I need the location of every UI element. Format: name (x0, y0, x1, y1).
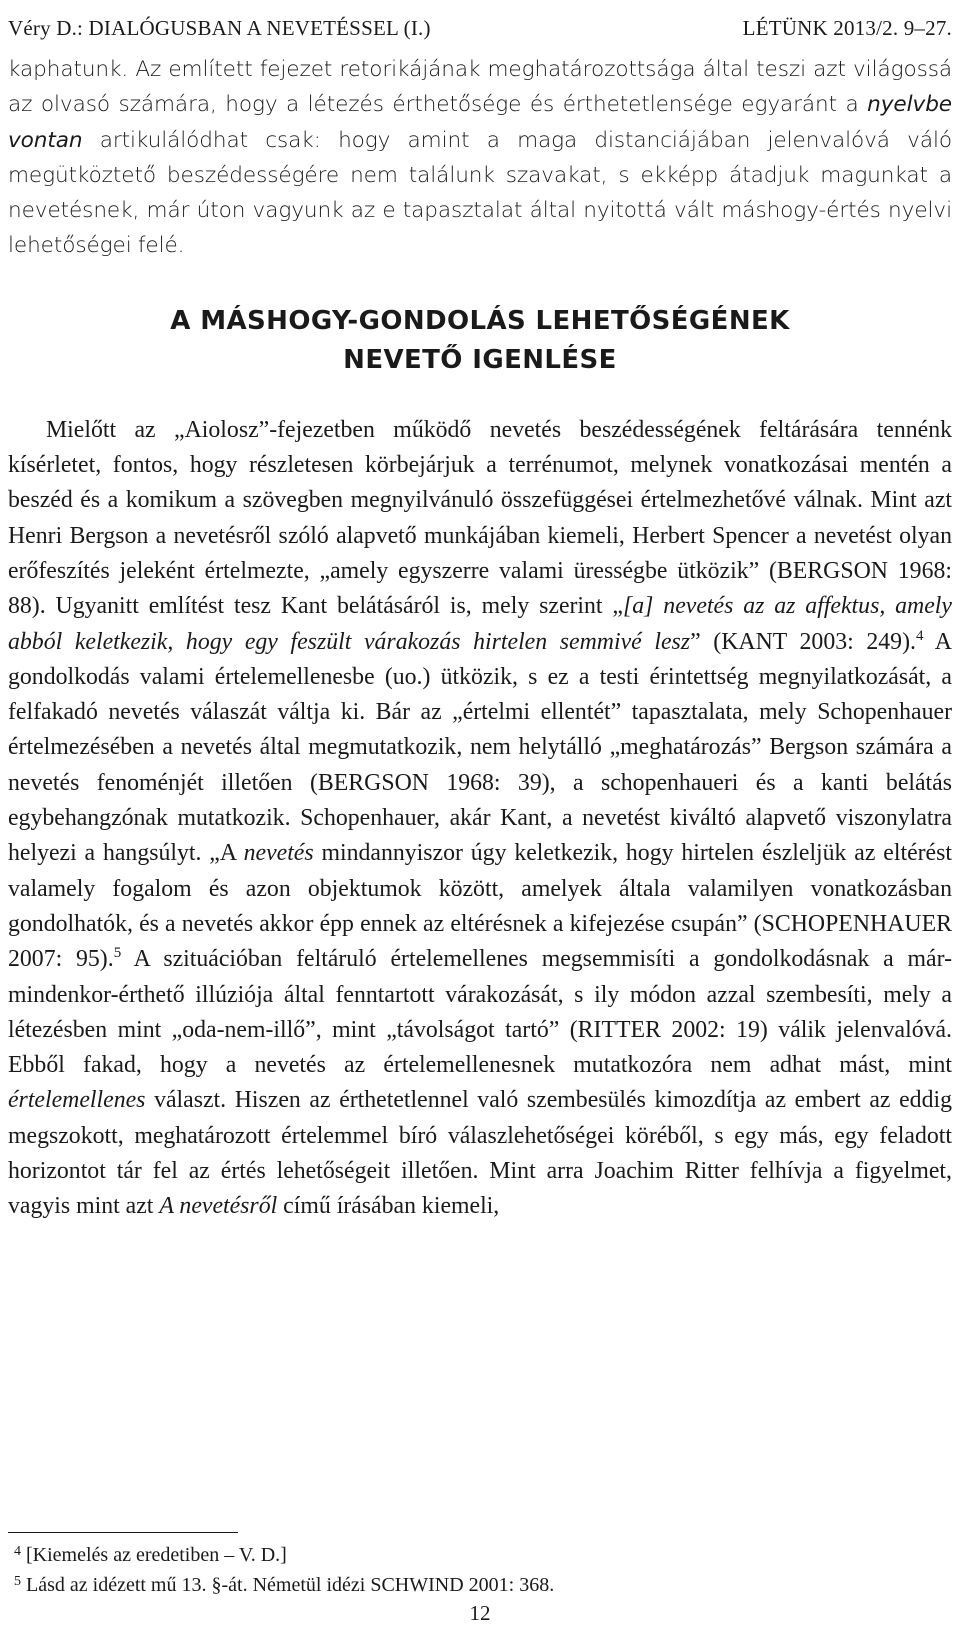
text-run: A gondolkodás valami értelemellenesbe (uo.) ütközik, s ez a testi érintettség megnyilatkozását, a felfakadó nevetés válaszát váltja ki. Bár az „értelmi ellentét” tapasztalata, mely Schopenhauer értelmezésében a nevetés által megmutatkozik, nem helytálló „meghatározás” Bergson számára a nevetés fenoménjét illetően (BERGSON 1968: 39), a schopenhaueri és a kanti belátás egybehangzónak mutatkozik. Schopenhauer, akár Kant, a nevetést kiváltó alapvető viszonylatra helyezi a hangsúlyt. „A (8, 628, 952, 867)
footnote-text: [Kiemelés az eredetiben – V. D.] (26, 1544, 287, 1566)
section-heading-line-2: NEVETŐ IGENLÉSE (343, 344, 617, 375)
italic-text: nevetés (243, 840, 314, 867)
italic-text: A nevetésről (159, 1193, 278, 1220)
main-paragraph (8, 413, 952, 1225)
footnote-separator (8, 1532, 238, 1533)
footnote-number: 4 (14, 1544, 21, 1559)
italic-text: értelemellenes (8, 1087, 146, 1114)
footnote-reference: 4 (915, 627, 924, 644)
footnote-4 (14, 1540, 952, 1570)
running-head-right: LÉTÜNK 2013/2. 9–27. (742, 16, 952, 40)
text-run: mindannyiszor úgy keletkezik, hogy hirtelen észleljük az eltérést valamely fogalom és azon objektumok között, amelyek általa valamilyen vonatkozásban gondolhatók, és a nevetés akkor épp ennek az eltérésnek a kifejezése csupán” (SCHOPENHAUER 2007: 95). (8, 840, 952, 973)
page-body (8, 52, 952, 1225)
italic-text: nyelvbe vontan (8, 92, 952, 153)
footnote-number: 5 (14, 1574, 21, 1589)
section-heading-line-1: A MÁSHOGY-GONDOLÁS LEHETŐSÉGÉNEK (170, 305, 790, 336)
text-run: A szituációban feltáruló értelemellenes megsemmisíti a gondolkodásnak a már-mindenkor-érthető illúziója által fenntartott várakozását, s ily módon azzal szembesíti, mely a létezésben mint „oda-nem-illő”, mint „távolságot tartó” (RITTER 2002: 19) válik jelenvalóvá. Ebből fakad, hogy a nevetés az értelemellenesnek mutatkozóra nem adhat mást, mint (8, 946, 952, 1079)
italic-text: [a] nevetés az az affektus, amely abból keletkezik, hogy egy feszült várakozás hirtelen semmivé lesz (8, 593, 952, 655)
footnote-5 (14, 1570, 952, 1600)
text-run: kaphatunk. Az említett fejezet retorikájának meghatározottsága által teszi azt világossá az olvasó számára, hogy a létezés érthetősége és érthetetlensége egyaránt a (8, 57, 952, 118)
intro-paragraph (8, 52, 952, 264)
running-head (8, 16, 952, 41)
page-number: 12 (469, 1601, 491, 1625)
section-heading (8, 302, 952, 380)
footnote-text: Lásd az idézett mű 13. §-át. Németül idézi SCHWIND 2001: 368. (26, 1574, 555, 1596)
text-run: ” (KANT 2003: 249). (690, 628, 916, 655)
footnotes (8, 1540, 952, 1600)
text-run: című írásában kiemeli, (277, 1193, 500, 1220)
running-head-left: Véry D.: DIALÓGUSBAN A NEVETÉSSEL (I.) (8, 16, 431, 40)
text-run: artikulálódhat csak: hogy amint a maga distanciájában jelenvalóvá váló megütköztető beszédességére nem találunk szavakat, s ekképp átadjuk magunkat a nevetésnek, már úton vagyunk az e tapasztalat által nyitottá vált máshogy-értés nyelvi lehetőségei felé. (8, 127, 952, 259)
text-run: választ. Hiszen az érthetetlennel való szembesülés kimozdítja az embert az eddig megszokott, meghatározott értelemmel bíró válaszlehetőségei köréből, s egy más, egy feladott horizontot tár fel az értés lehetőségeit illetően. Mint arra Joachim Ritter felhívja a figyelmet, vagyis mint azt (8, 1087, 952, 1220)
text-run: Mielőtt az „Aiolosz”-fejezetben működő nevetés beszédességének feltárására tennénk kísérletet, fontos, hogy részletesen körbejárjuk a terrénumot, melynek vonatkozásai mentén a beszéd és a komikum a szövegben megnyilvánuló összefüggései értelmezhetővé válnak. Mint azt Henri Bergson a nevetésről szóló alapvető munkájában kiemeli, Herbert Spencer a nevetést olyan erőfeszítés jeleként értelmezte, „amely egyszerre valami ürességbe ütközik” (BERGSON 1968: 88). Ugyanitt említést tesz Kant belátásáról is, mely szerint „ (8, 416, 952, 620)
footnote-reference: 5 (113, 945, 122, 962)
